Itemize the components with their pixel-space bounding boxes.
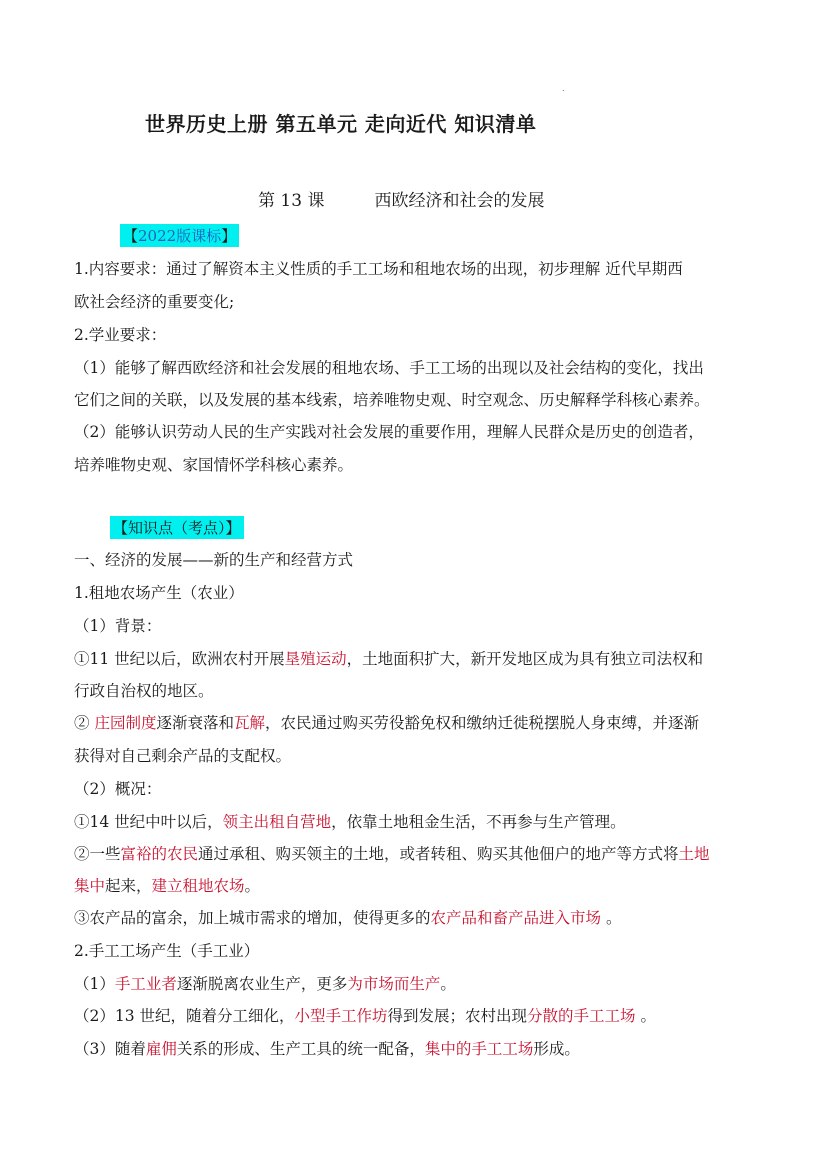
- standard-line-4: （1）能够了解西欧经济和社会发展的租地农场、手工工场的出现以及社会结构的变化，找出: [74, 359, 704, 377]
- text: 逐渐衰落和: [156, 714, 234, 732]
- decor-dot: .: [562, 84, 565, 93]
- text: 关系的形成、生产工具的统一配备，: [176, 1040, 425, 1058]
- point-4-line-2: [74, 876, 260, 896]
- text: ②: [74, 714, 95, 732]
- lesson-name: 西欧经济和社会的发展: [374, 191, 545, 211]
- tag-year: 2022: [138, 227, 177, 245]
- background-label: （1）背景：: [74, 617, 162, 635]
- text: 得到发展；农村出现: [387, 1007, 528, 1025]
- key-term: 垦殖运动: [284, 650, 347, 668]
- lesson-number: 第 13 课: [258, 191, 325, 211]
- tag-label: 版课标: [176, 227, 222, 245]
- lesson-heading: [258, 186, 544, 211]
- standard-line-1: 1.内容要求：通过了解资本主义性质的手工工场和租地农场的出现，初步理解 近代早期西: [74, 260, 683, 278]
- key-term: 瓦解: [233, 714, 265, 732]
- point-4-line-1: [74, 844, 710, 864]
- handicraft-point-2: [74, 1006, 656, 1026]
- overview-label: （2）概况：: [74, 780, 162, 798]
- text: （1）: [74, 975, 115, 993]
- text: 。: [440, 975, 456, 993]
- text: ，依靠土地租金生活，不再参与生产管理。: [331, 813, 626, 831]
- key-term: 为市场而生产: [347, 975, 441, 993]
- text: ，土地面积扩大，新开发地区成为具有独立司法权和: [346, 650, 704, 668]
- point-1-line-1: [74, 649, 703, 669]
- key-term: 领主出租自营地: [222, 813, 332, 831]
- point-2-line-2: 获得对自己剩余产品的支配权。: [74, 747, 292, 765]
- key-term: 农产品和畜产品进入市场: [430, 909, 602, 927]
- text: 逐渐脱离农业生产，更多: [176, 975, 348, 993]
- key-term: 小型手工作坊: [294, 1007, 388, 1025]
- tag-close: 】: [221, 227, 237, 245]
- text: 形成。: [533, 1040, 580, 1058]
- knowledge-tag: 【知识点（考点）】: [110, 516, 244, 539]
- text: ①14 世纪中叶以后，: [74, 813, 223, 831]
- handicraft-point-1: [74, 974, 456, 994]
- standard-line-3: 2.学业要求：: [74, 326, 167, 344]
- handicraft-point-3: [74, 1039, 580, 1059]
- key-term: 富裕的农民: [120, 845, 199, 863]
- point-2-line-1: [74, 713, 699, 733]
- standard-tag: [120, 224, 239, 247]
- text: 。: [244, 877, 261, 895]
- standard-line-7: 培养唯物史观、家国情怀学科核心素养。: [74, 456, 354, 474]
- subsection-heading-1: 1.租地农场产生（农业）: [74, 584, 244, 602]
- text: 通过承租、购买领主的土地，或者转租、购买其他佃户的地产等方式将: [198, 845, 679, 863]
- key-term: 庄园制度: [94, 714, 157, 732]
- key-term: 集中: [74, 877, 106, 895]
- text: 起来，: [105, 877, 152, 895]
- text: ①11 世纪以后，欧洲农村开展: [74, 650, 285, 668]
- text: ③农产品的富余，加上城市需求的增加，使得更多的: [74, 909, 431, 927]
- point-1-line-2: 行政自治权的地区。: [74, 682, 214, 700]
- standard-line-2: 欧社会经济的重要变化;: [74, 293, 235, 311]
- point-3: [74, 812, 626, 832]
- key-term: 分散的手工工场: [527, 1007, 636, 1025]
- text: ②一些: [74, 845, 121, 863]
- key-term: 手工业者: [114, 975, 177, 993]
- page-title: 世界历史上册 第五单元 走向近代 知识清单: [145, 112, 537, 136]
- point-5: [74, 908, 621, 928]
- subsection-heading-2: 2.手工工场产生（手工业）: [74, 942, 260, 960]
- standard-line-6: （2）能够认识劳动人民的生产实践对社会发展的重要作用，理解人民群众是历史的创造者，: [74, 423, 704, 441]
- tag-open: 【: [123, 227, 139, 245]
- standard-line-5: 它们之间的关联，以及发展的基本线索，培养唯物史观、时空观念、历史解释学科核心素养。: [74, 391, 710, 409]
- key-term: 集中的手工工场: [424, 1040, 534, 1058]
- text: ，农民通过购买劳役豁免权和缴纳迁徙税摆脱人身束缚，并逐渐: [264, 714, 699, 732]
- key-term: 雇佣: [145, 1040, 177, 1058]
- text: （3）随着: [74, 1040, 146, 1058]
- text: （2）13 世纪，随着分工细化，: [74, 1007, 295, 1025]
- key-term: 土地: [678, 845, 710, 863]
- text: 。: [601, 909, 622, 927]
- key-term: 建立租地农场: [151, 877, 245, 895]
- text: 。: [635, 1007, 656, 1025]
- section-heading-1: 一、经济的发展——新的生产和经营方式: [74, 551, 354, 569]
